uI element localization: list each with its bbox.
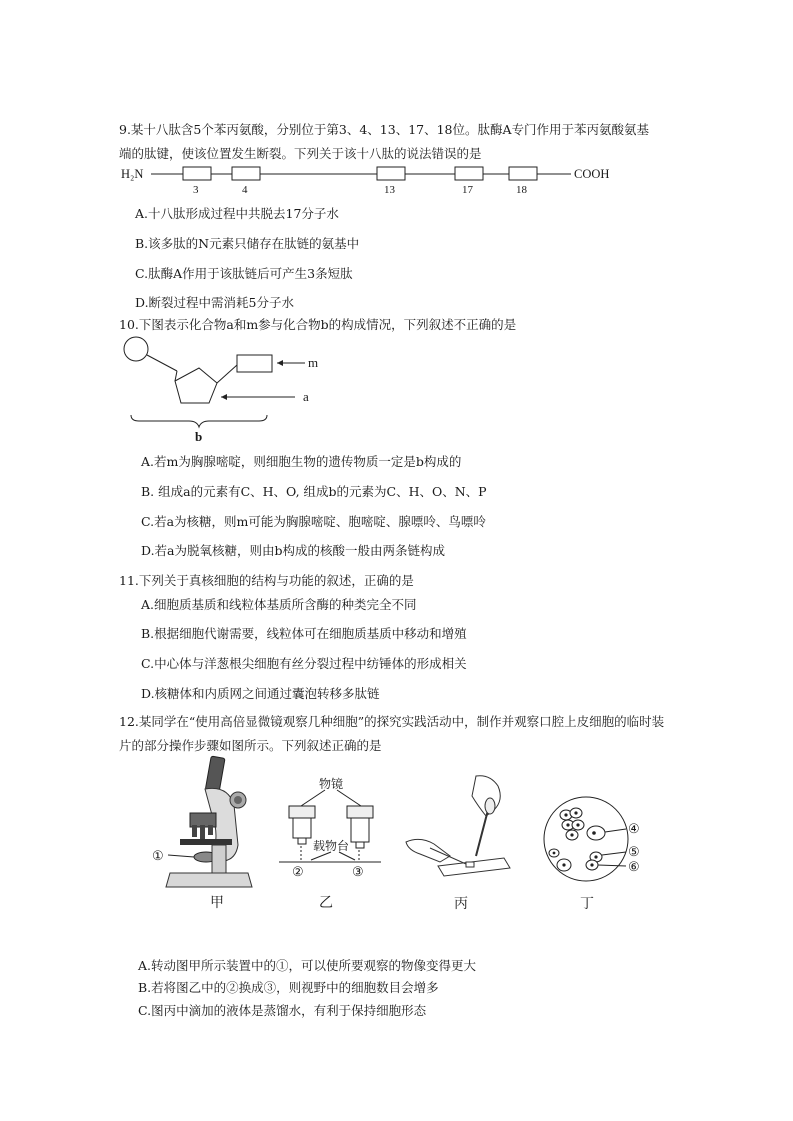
q12-option-a: A.转动图甲所示装置中的①，可以使所要观察的物像变得更大 [138, 958, 477, 973]
q9-option-b: B.该多肽的N元素只储存在肽链的氨基中 [135, 236, 360, 251]
circle-label-1: ① [152, 848, 164, 863]
phosphate-bond [147, 355, 177, 371]
cell-4 [587, 826, 605, 840]
figure-ding-field-of-view [538, 795, 678, 915]
brace-b [131, 415, 267, 427]
residue-box-17 [455, 167, 483, 180]
q9-stem-line2: 端的肽键，使该位置发生断裂。下列关于该十八肽的说法错误的是 [119, 146, 482, 161]
pointer-1 [168, 855, 194, 857]
q10-option-d: D.若a为脱氧核糖，则由b构成的核酸一般由两条链构成 [141, 543, 446, 558]
objective-left-barrel [293, 818, 311, 838]
phosphate-circle [124, 337, 148, 361]
residue-box-13 [377, 167, 405, 180]
label-stage: 载物台 [313, 839, 350, 853]
q12-stem-line2: 片的部分操作步骤如图所示。下列叙述正确的是 [119, 738, 382, 753]
pentose-ring [175, 368, 217, 403]
hand-holding-slide [406, 839, 450, 862]
peptide-chain-diagram [119, 162, 619, 196]
q9-option-c: C.肽酶A作用于该肽链后可产生3条短肽 [135, 266, 353, 281]
label-ding: 丁 [580, 896, 594, 912]
residue-box-3 [183, 167, 211, 180]
specimen-spot [466, 862, 474, 867]
residue-box-4 [232, 167, 260, 180]
objective-left-top [289, 806, 315, 818]
revolving-nosepiece [190, 813, 216, 827]
label-yi: 乙 [319, 895, 333, 911]
position-label-3: 3 [193, 184, 199, 196]
label-bing: 丙 [454, 896, 468, 912]
label-b: b [195, 429, 203, 444]
c-terminal-label: COOH [574, 167, 610, 181]
label-objective: 物镜 [319, 777, 344, 791]
q12-stem-line1: 12.某同学在“使用高倍显微镜观察几种细胞”的探究实践活动中，制作并观察口腔上皮细胞的临时装 [119, 714, 665, 729]
position-label-17: 17 [462, 184, 473, 196]
objective-right-top [347, 806, 373, 818]
q11-option-c: C.中心体与洋葱根尖细胞有丝分裂过程中纺锤体的形成相关 [141, 656, 467, 671]
figure-yi-objectives [275, 777, 385, 915]
eyepiece-tube [205, 756, 225, 792]
q11-option-a: A.细胞质基质和线粒体基质所含酶的种类完全不同 [141, 597, 417, 612]
dropper-tube [476, 810, 488, 856]
microscope-base [166, 873, 252, 887]
circle-label-4: ④ [628, 821, 640, 836]
q12-option-b: B.若将图乙中的②换成③，则视野中的细胞数目会增多 [138, 980, 439, 995]
pointer-objective-left [301, 790, 325, 806]
dropper-bulb [485, 798, 495, 814]
label-a: a [303, 389, 309, 404]
stage [180, 839, 232, 845]
q10-option-c: C.若a为核糖，则m可能为胸腺嘧啶、胞嘧啶、腺嘌呤、鸟嘌呤 [141, 514, 486, 529]
base-box-m [237, 355, 272, 372]
position-label-13: 13 [384, 184, 395, 196]
base-bond [217, 365, 237, 383]
label-jia: 甲 [210, 895, 224, 911]
q11-option-d: D.核糖体和内质网之间通过囊泡转移多肽链 [141, 686, 380, 701]
nucleotide-diagram [119, 335, 339, 447]
circle-label-2: ② [292, 864, 304, 879]
q11-option-b: B.根据细胞代谢需要，线粒体可在细胞质基质中移动和增殖 [141, 626, 467, 641]
q12-option-c: C.图丙中滴加的液体是蒸馏水，有利于保持细胞形态 [138, 1003, 427, 1018]
position-label-18: 18 [516, 184, 527, 196]
q10-option-b: B. 组成a的元素有C、H、O, 组成b的元素为C、H、O、N、P [141, 484, 487, 499]
figure-bing-dropper [400, 770, 520, 915]
q9-stem-line1: 9.某十八肽含5个苯丙氨酸，分别位于第3、4、13、17、18位。肽酶A专门作用于苯丙氨酸氨基 [119, 122, 650, 137]
view-field-circle [544, 797, 628, 881]
q10-option-a: A.若m为胸腺嘧啶，则细胞生物的遗传物质一定是b构成的 [141, 454, 462, 469]
residue-box-18 [509, 167, 537, 180]
q9-option-a: A.十八肽形成过程中共脱去17分子水 [135, 206, 339, 221]
circle-label-6: ⑥ [628, 859, 640, 874]
position-label-4: 4 [242, 184, 248, 196]
n-terminal-label: H₂N [121, 167, 144, 181]
objective-right-barrel [351, 818, 369, 842]
q11-stem: 11.下列关于真核细胞的结构与功能的叙述，正确的是 [119, 573, 414, 588]
figure-jia-microscope [150, 755, 260, 915]
circle-label-5: ⑤ [628, 844, 640, 859]
q10-stem: 10.下图表示化合物a和m参与化合物b的构成情况，下列叙述不正确的是 [119, 317, 517, 332]
q9-option-d: D.断裂过程中需消耗5分子水 [135, 295, 295, 310]
circle-label-3: ③ [352, 864, 364, 879]
label-m: m [308, 355, 319, 370]
pointer-objective-right [337, 790, 361, 806]
